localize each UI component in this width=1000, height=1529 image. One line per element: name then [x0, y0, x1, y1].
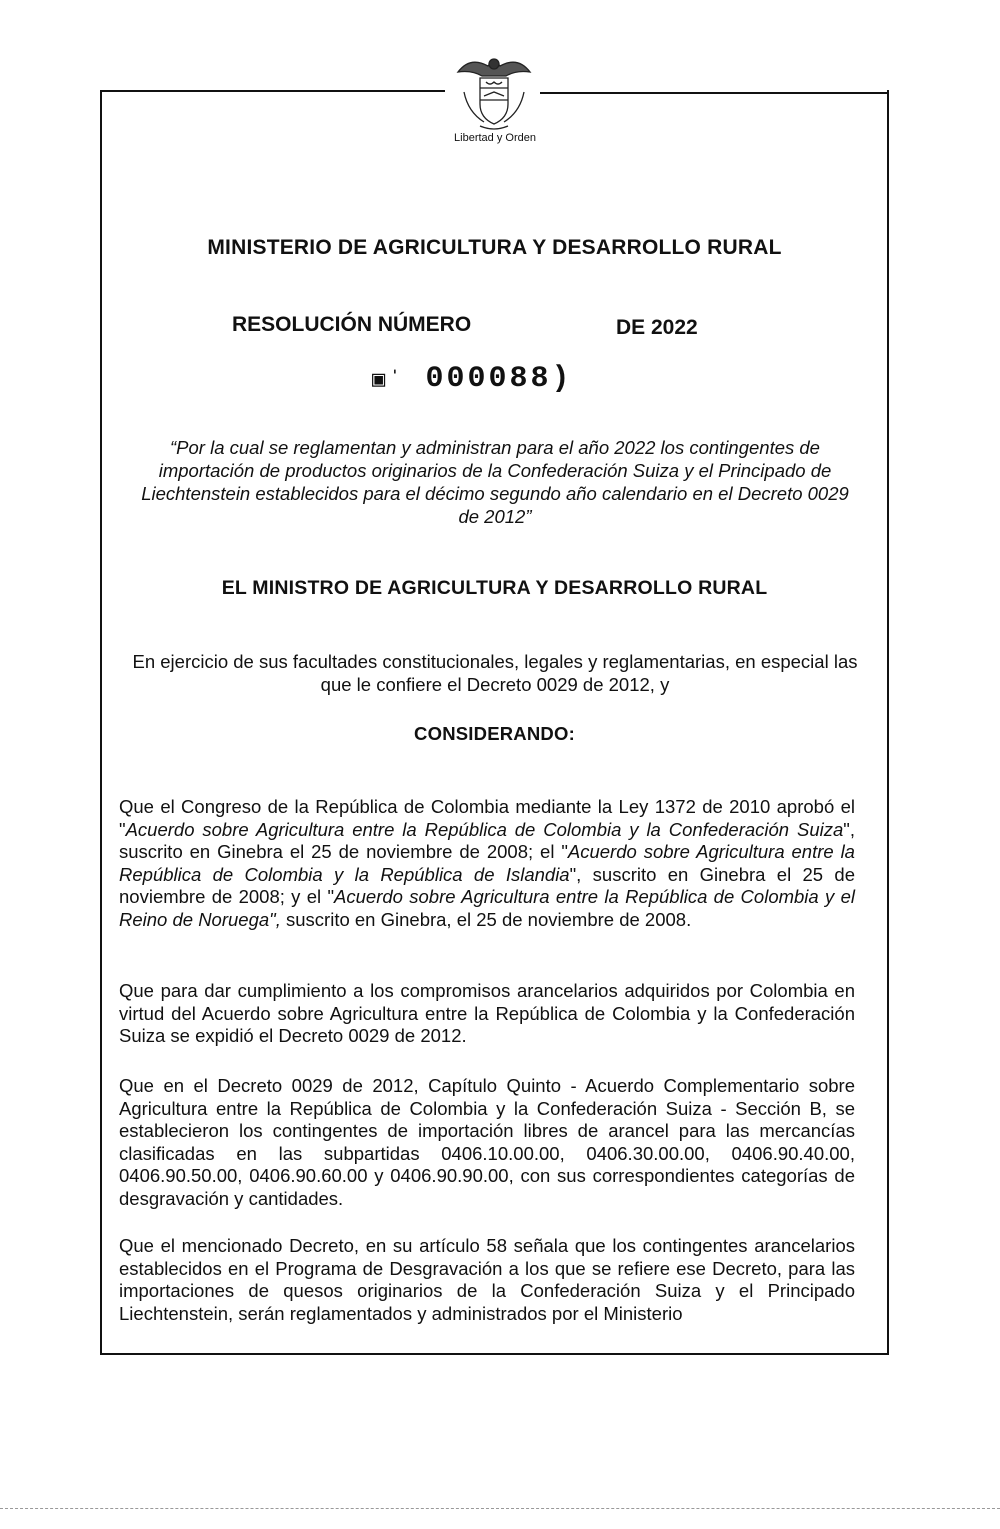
p1-title-islandia: Acuerdo sobre Agricultura entre la República de Colombia y la República de Islandia: [119, 841, 855, 885]
considering-heading: CONSIDERANDO:: [414, 723, 575, 744]
p1-title-suiza: Acuerdo sobre Agricultura entre la República de Colombia y la Confederación Suiza: [125, 818, 844, 840]
colombia-coat-of-arms-icon: [450, 52, 538, 132]
p1-text-g: suscrito en Ginebra, el 25 de noviembre de 2008.: [280, 908, 692, 930]
resolution-subject: “Por la cual se reglamentan y administran para el año 2022 los contingentes de importación de productos originarios de la Confederación Suiza y el Principado de Liechtenstein establecidos para el décimo segundo año calendario en el Decreto 0029 de 2012”: [141, 437, 849, 527]
resolution-number-stamp: [372, 362, 573, 396]
p1-title-noruega: Acuerdo sobre Agricultura entre la República de Colombia y el Reino de Noruega",: [119, 886, 855, 930]
paragraph-3: Que en el Decreto 0029 de 2012, Capítulo Quinto - Acuerdo Complementario sobre Agricultura entre la República de Colombia y la Confederación Suiza - Sección B, se establecieron los contingentes de importación libres de arancel para las mercancías clasificadas en las subpartidas 0406.10.00.00, 0406.30.00.00, 0406.90.40.00, 0406.90.50.00, 0406.90.60.00 y 0406.90.90.00, con sus correspondientes categorías de desgravación y cantidades.: [119, 1075, 855, 1209]
p1-text-e: ", suscrito en Ginebra el 25 de noviembre de 2008; y el ": [119, 863, 856, 907]
resolution-label: RESOLUCIÓN NÚMERO: [232, 313, 472, 336]
seal-motto: Libertad y Orden: [454, 132, 536, 144]
stamp-mark-icon: ▣ˈ: [372, 368, 405, 393]
paragraph-4: Que el mencionado Decreto, en su artículo 58 señala que los contingentes arancelarios establecidos en el Programa de Desgravación a los que se refiere ese Decreto, para las importaciones de quesos originarios de la Confederación Suiza y el Principado Liechtenstein, serán reglamentados y administrados por el Ministerio: [119, 1235, 855, 1324]
frame-border-bottom: [100, 1353, 889, 1355]
ministry-heading: MINISTERIO DE AGRICULTURA Y DESARROLLO RURAL: [207, 236, 782, 259]
stamp-close-mark: ): [551, 362, 573, 396]
p1-text-c: ", suscrito en Ginebra el 25 de noviembre de 2008; el ": [119, 818, 855, 862]
intro-paragraph: En ejercicio de sus facultades constitucionales, legales y reglamentarias, en especial las que le confiere el Decreto 0029 de 2012, y: [132, 651, 858, 695]
scan-edge-line: [0, 1508, 1000, 1509]
frame-border-top-left: [100, 90, 445, 92]
resolution-year: DE 2022: [616, 316, 698, 339]
p1-text-a: Que el Congreso de la República de Colombia mediante la Ley 1372 de 2010 aprobó el ": [119, 796, 855, 840]
frame-border-top-right: [540, 92, 889, 94]
paragraph-1: [119, 796, 855, 931]
paragraph-2: Que para dar cumplimiento a los compromisos arancelarios adquiridos por Colombia en virtud del Acuerdo sobre Agricultura entre la República de Colombia y la Confederación Suiza se expidió el Decreto 0029 de 2012.: [119, 980, 855, 1046]
minister-heading: EL MINISTRO DE AGRICULTURA Y DESARROLLO RURAL: [221, 577, 768, 599]
resolution-number: 000088: [425, 362, 552, 396]
